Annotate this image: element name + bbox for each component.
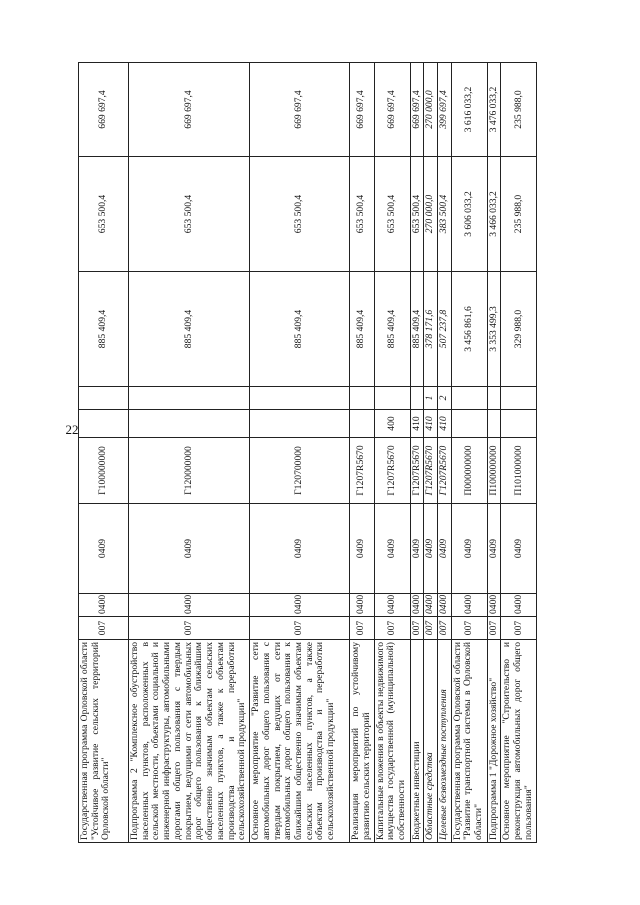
source-code (410, 386, 424, 409)
expense-type-code (79, 409, 129, 437)
source-code: 2 (438, 386, 452, 409)
amount-year-2: 653 500,4 (129, 156, 250, 271)
amount-year-2: 653 500,4 (79, 156, 129, 271)
row-name: Областные средства (424, 639, 438, 842)
source-code (129, 386, 250, 409)
grbs-code: 007 (487, 616, 501, 639)
target-article-code: Г1207R5670 (410, 437, 424, 503)
table-row (374, 62, 410, 842)
amount-year-3: 669 697,4 (410, 62, 424, 156)
target-article-code: Г1207R5670 (374, 437, 410, 503)
amount-year-1: 507 237,8 (438, 271, 452, 386)
grbs-code: 007 (129, 616, 250, 639)
row-name: Подпрограмма 1 "Дорожное хозяйство" (487, 639, 501, 842)
source-code (374, 386, 410, 409)
rotated-page (78, 63, 562, 843)
section-code: 0400 (374, 593, 410, 616)
table-row (79, 62, 129, 842)
target-article-code: П000000000 (451, 437, 487, 503)
amount-year-2: 270 000,0 (424, 156, 438, 271)
section-code: 0400 (501, 593, 537, 616)
row-name: Бюджетные инвестиции (410, 639, 424, 842)
grbs-code: 007 (424, 616, 438, 639)
section-code: 0400 (487, 593, 501, 616)
subsection-code: 0409 (410, 503, 424, 593)
amount-year-1: 885 409,4 (350, 271, 374, 386)
grbs-code: 007 (350, 616, 374, 639)
amount-year-1: 885 409,4 (410, 271, 424, 386)
amount-year-1: 885 409,4 (250, 271, 350, 386)
section-code: 0400 (438, 593, 452, 616)
grbs-code: 007 (451, 616, 487, 639)
amount-year-3: 3 616 033,2 (451, 62, 487, 156)
row-name: Основное мероприятие "Строительство и реконструкция автомобильных дорог общего пользования" (501, 639, 537, 842)
amount-year-1: 885 409,4 (129, 271, 250, 386)
table-row (487, 62, 501, 842)
amount-year-2: 3 466 033,2 (487, 156, 501, 271)
subsection-code: 0409 (438, 503, 452, 593)
amount-year-2: 653 500,4 (350, 156, 374, 271)
amount-year-3: 270 000,0 (424, 62, 438, 156)
table-row (438, 62, 452, 842)
section-code: 0400 (350, 593, 374, 616)
target-article-code: П101000000 (501, 437, 537, 503)
subsection-code: 0409 (451, 503, 487, 593)
row-name: Подпрограмма 2 "Комплексное обустройство населенных пунктов, расположенных в сельской местности, объектами социальной и инженерной инфраструктуры, автомобильными дорогами общего пользования с твердым покрытием, ведущими от сети автомобильных дорог общего пользования к ближайшим общественно значимым объектам сельских населенных пунктов, а также к объектам производства и переработки сельскохозяйственной продукции" (129, 639, 250, 842)
amount-year-3: 669 697,4 (374, 62, 410, 156)
grbs-code: 007 (501, 616, 537, 639)
section-code: 0400 (250, 593, 350, 616)
amount-year-3: 399 697,4 (438, 62, 452, 156)
section-code: 0400 (79, 593, 129, 616)
amount-year-2: 383 500,4 (438, 156, 452, 271)
amount-year-2: 653 500,4 (410, 156, 424, 271)
target-article-code: Г100000000 (79, 437, 129, 503)
amount-year-3: 235 988,0 (501, 62, 537, 156)
amount-year-1: 329 988,0 (501, 271, 537, 386)
amount-year-3: 3 476 033,2 (487, 62, 501, 156)
expense-type-code (129, 409, 250, 437)
target-article-code: П100000000 (487, 437, 501, 503)
row-name: Капитальные вложения в объекты недвижимого имущества государственной (муниципальной) собственности (374, 639, 410, 842)
table-row (129, 62, 250, 842)
source-code: 1 (424, 386, 438, 409)
expense-type-code (487, 409, 501, 437)
expense-type-code (501, 409, 537, 437)
page-number: 22 (65, 422, 79, 437)
source-code (487, 386, 501, 409)
target-article-code: Г120700000 (250, 437, 350, 503)
amount-year-1: 885 409,4 (374, 271, 410, 386)
amount-year-1: 3 456 861,6 (451, 271, 487, 386)
section-code: 0400 (410, 593, 424, 616)
expense-type-code: 410 (410, 409, 424, 437)
table-row (350, 62, 374, 842)
expense-type-code: 410 (424, 409, 438, 437)
source-code (451, 386, 487, 409)
grbs-code: 007 (79, 616, 129, 639)
expense-type-code (250, 409, 350, 437)
table-row (424, 62, 438, 842)
section-code: 0400 (451, 593, 487, 616)
target-article-code: Г1207R5670 (438, 437, 452, 503)
subsection-code: 0409 (501, 503, 537, 593)
row-name: Целевые безвозмездные поступления (438, 639, 452, 842)
amount-year-3: 669 697,4 (350, 62, 374, 156)
table-row (410, 62, 424, 842)
amount-year-1: 3 353 499,3 (487, 271, 501, 386)
row-name: Государственная программа Орловской области "Развитие транспортной системы в Орловской области" (451, 639, 487, 842)
amount-year-1: 885 409,4 (79, 271, 129, 386)
grbs-code: 007 (410, 616, 424, 639)
subsection-code: 0409 (487, 503, 501, 593)
row-name: Основное мероприятие "Развитие сети автомобильных дорог общего пользования с твердым покрытием, ведущих от сети автомобильных дорог общего пользования к ближайшим общественно значимым объектам сельских населенных пунктов, а также объектам производства и переработки сельскохозяйственной продукции" (250, 639, 350, 842)
amount-year-2: 653 500,4 (374, 156, 410, 271)
grbs-code: 007 (250, 616, 350, 639)
section-code: 0400 (424, 593, 438, 616)
expense-type-code (451, 409, 487, 437)
expense-type-code (350, 409, 374, 437)
source-code (501, 386, 537, 409)
subsection-code: 0409 (79, 503, 129, 593)
source-code (79, 386, 129, 409)
grbs-code: 007 (438, 616, 452, 639)
table-row (451, 62, 487, 842)
amount-year-3: 669 697,4 (79, 62, 129, 156)
expense-type-code: 400 (374, 409, 410, 437)
subsection-code: 0409 (424, 503, 438, 593)
subsection-code: 0409 (129, 503, 250, 593)
amount-year-3: 669 697,4 (129, 62, 250, 156)
row-name: Реализация мероприятий по устойчивому развитию сельских территорий (350, 639, 374, 842)
subsection-code: 0409 (350, 503, 374, 593)
expense-type-code: 410 (438, 409, 452, 437)
table-row (501, 62, 537, 842)
target-article-code: Г1207R5670 (350, 437, 374, 503)
grbs-code: 007 (374, 616, 410, 639)
amount-year-1: 378 171,6 (424, 271, 438, 386)
table-body (79, 62, 537, 842)
target-article-code: Г120000000 (129, 437, 250, 503)
amount-year-2: 235 988,0 (501, 156, 537, 271)
subsection-code: 0409 (250, 503, 350, 593)
amount-year-3: 669 697,4 (250, 62, 350, 156)
source-code (350, 386, 374, 409)
amount-year-2: 3 606 033,2 (451, 156, 487, 271)
row-name: Государственная программа Орловской области "Устойчивое развитие сельских территорий Орловской области" (79, 639, 129, 842)
table-row (250, 62, 350, 842)
section-code: 0400 (129, 593, 250, 616)
target-article-code: Г1207R5670 (424, 437, 438, 503)
source-code (250, 386, 350, 409)
amount-year-2: 653 500,4 (250, 156, 350, 271)
budget-table (78, 62, 537, 843)
subsection-code: 0409 (374, 503, 410, 593)
